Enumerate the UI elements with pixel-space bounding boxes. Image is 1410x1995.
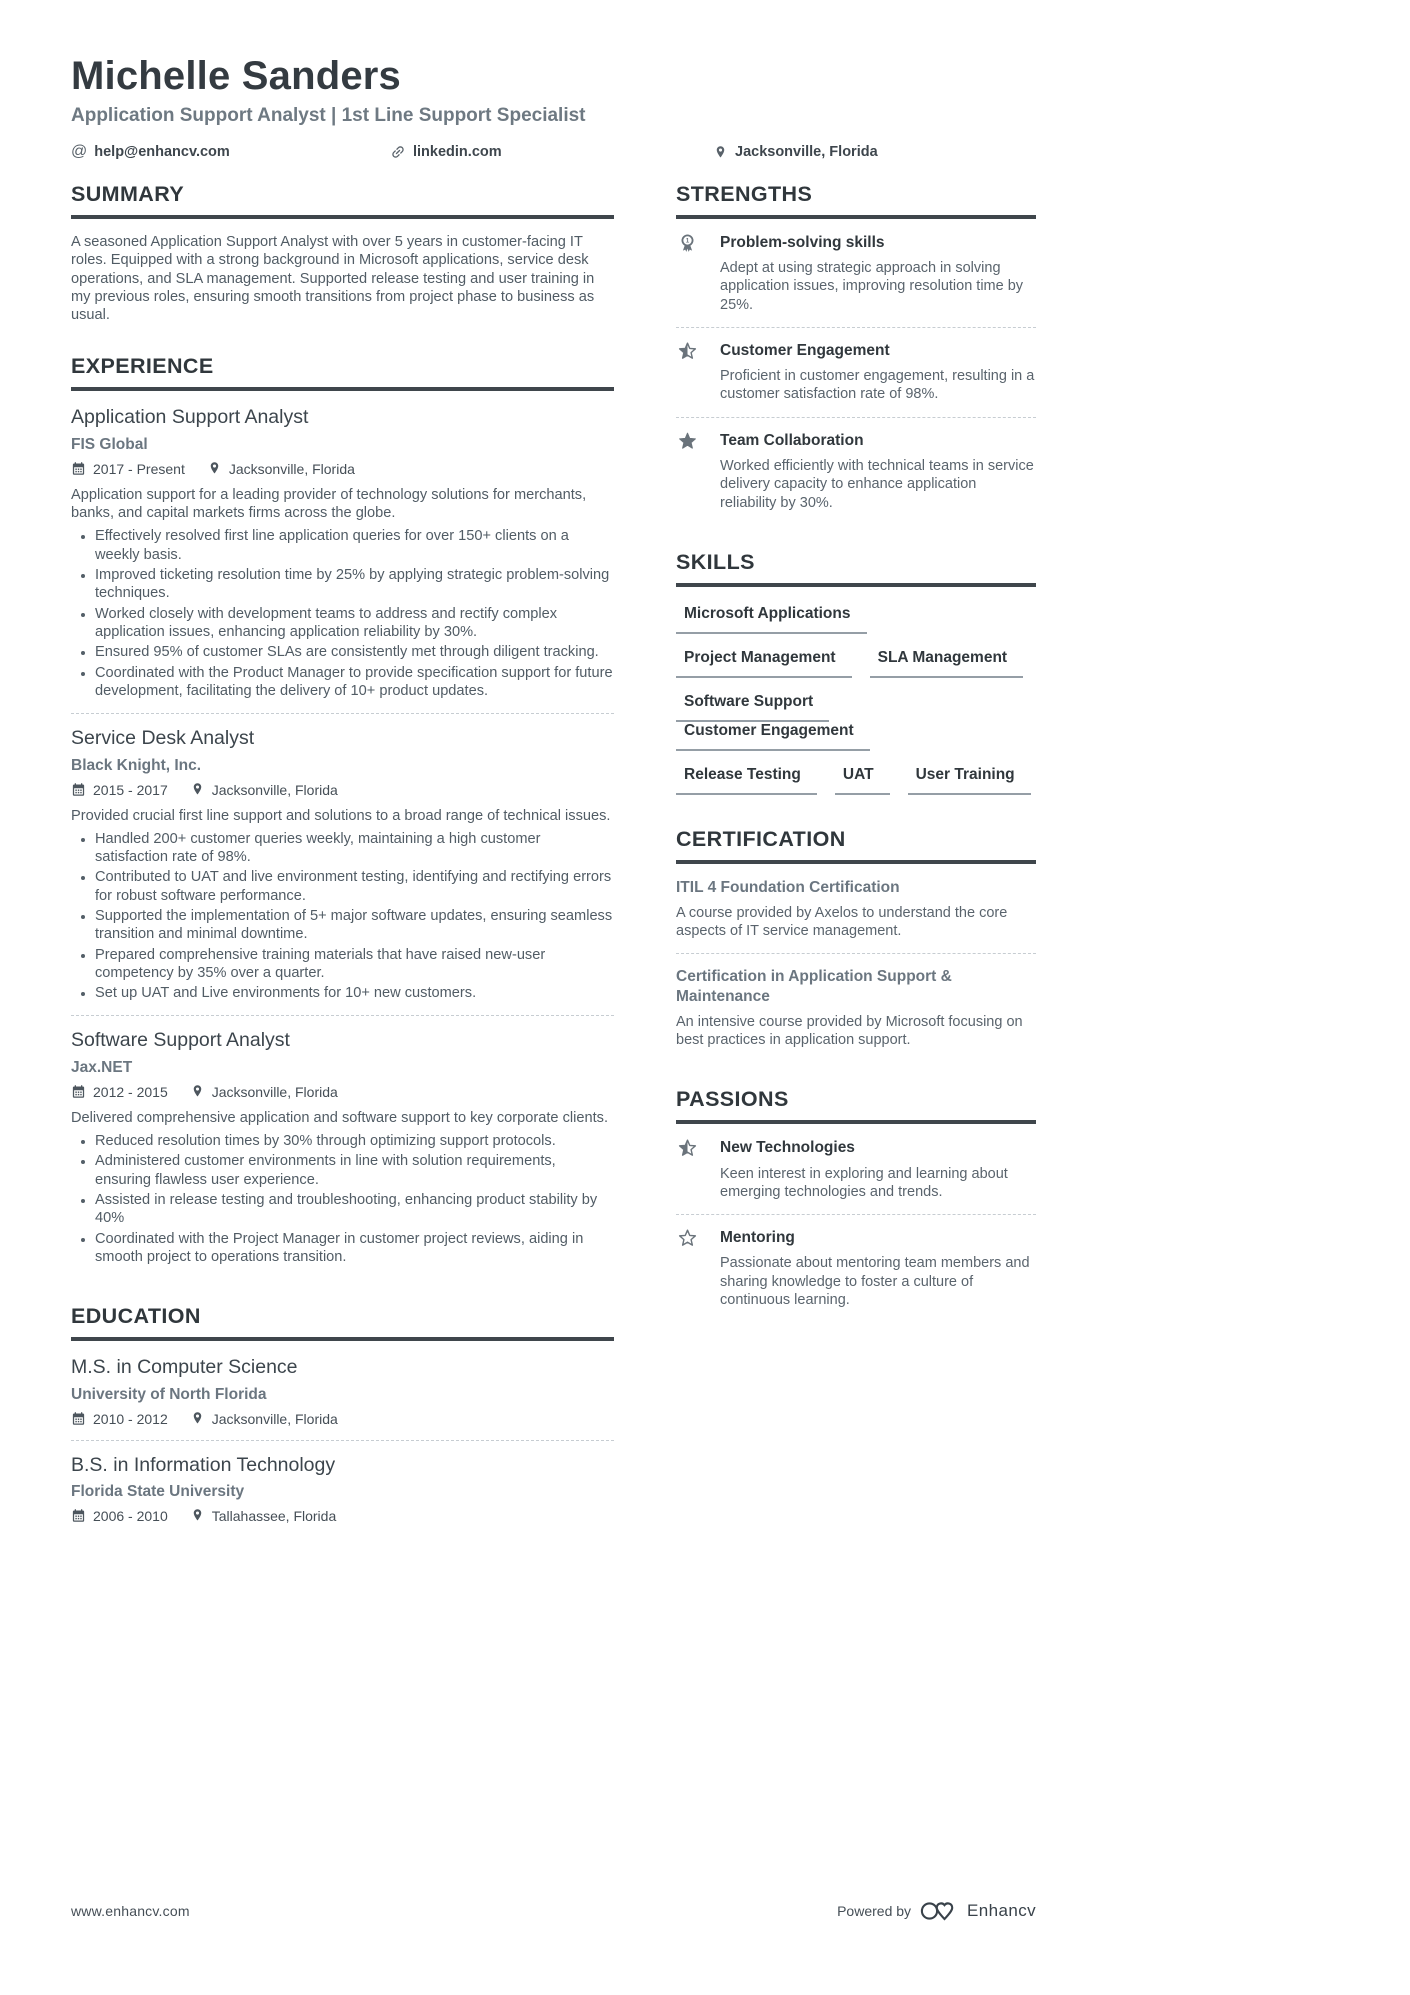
passion-text: Keen interest in exploring and learning about emerging technologies and trends. [720,1165,1008,1200]
passion-text: Passionate about mentoring team members and sharing knowledge to foster a culture of continuous learning. [720,1255,1030,1308]
job-dates-text: 2015 - 2017 [93,781,168,798]
location-pin-icon [190,782,205,797]
skill-row [676,693,1036,751]
skill-tag: UAT [835,766,890,795]
passion-title: Mentoring [720,1229,795,1247]
contact-email-text: help@enhancv.com [94,144,230,160]
education-location [190,1411,338,1427]
passions-section [676,1087,1036,1309]
certification-heading: CERTIFICATION [676,827,1036,864]
job-location-text: Jacksonville, Florida [211,781,338,798]
job-description: Delivered comprehensive application and software support to key corporate clients. [71,1109,609,1126]
job-dates [71,461,185,477]
bullet-item: • Prepared comprehensive training materials that have raised new-user competency by 35% over a quarter. [95,946,614,983]
star-outline-icon [676,1227,700,1255]
job-location [190,1084,338,1100]
bullet-item: • Contributed to UAT and live environment testing, identifying and rectifying errors for robust software performance. [95,868,614,905]
job-location [190,782,338,798]
certification-title: Certification in Application Support & Maintenance [676,968,952,1006]
job-bullets [71,830,614,1003]
certification-text: An intensive course provided by Microsoft focusing on best practices in application support. [676,1013,1023,1049]
school-name: University of North Florida [71,1385,267,1403]
candidate-headline: Application Support Analyst | 1st Line Support Specialist [71,105,586,126]
education-location [190,1508,337,1524]
bullet-item: • Effectively resolved first line application queries for over 150+ clients on a weekly basis. [95,527,614,564]
location-pin-icon [207,461,222,476]
item-divider [676,327,1036,328]
education-meta [71,1411,614,1427]
job-dates [71,782,168,798]
entry-divider [71,1440,614,1441]
bullet-item: • Supported the implementation of 5+ major software updates, ensuring seamless transition and minimal downtime. [95,907,614,944]
job-entry [71,1028,614,1266]
degree-title: M.S. in Computer Science [71,1356,298,1379]
contact-email[interactable] [71,144,390,160]
job-meta [71,461,614,477]
bullet-item: • Coordinated with the Project Manager in customer project reviews, aiding in smooth project to operations transition. [95,1230,614,1267]
location-pin-icon [190,1411,205,1426]
bullet-item: • Coordinated with the Product Manager to provide specification support for future development, facilitating the delivery of 10+ product updates. [95,664,614,701]
job-description: Application support for a leading provider of technology solutions for merchants, banks, and capital markets firms across the globe. [71,486,587,522]
job-bullets [71,1132,614,1266]
certification-text: A course provided by Axelos to understand the core aspects of IT service management. [676,904,1008,939]
skills-heading: SKILLS [676,550,1036,587]
job-location-text: Jacksonville, Florida [228,460,355,477]
education-section [71,1304,614,1524]
certification-title: ITIL 4 Foundation Certification [676,878,900,896]
job-location-text: Jacksonville, Florida [211,1083,338,1100]
passions-heading: PASSIONS [676,1087,1036,1124]
degree-title: B.S. in Information Technology [71,1453,336,1476]
job-description: Provided crucial first line support and solutions to a broad range of technical issues. [71,807,611,824]
star-filled-icon [676,430,700,458]
job-meta [71,1084,614,1100]
job-title: Service Desk Analyst [71,727,255,750]
skills-section [676,550,1036,795]
skill-row [676,649,1036,678]
item-divider [676,953,1036,954]
item-divider [676,417,1036,418]
location-pin-icon [190,1084,205,1099]
strength-item [676,233,1036,314]
job-title: Software Support Analyst [71,1029,290,1052]
education-entry [71,1355,614,1426]
job-location [207,461,355,477]
job-entry [71,726,614,1002]
education-dates [71,1411,168,1427]
skill-tag: Software Support [676,693,829,722]
school-name: Florida State University [71,1482,245,1500]
education-dates-text: 2006 - 2010 [93,1507,168,1524]
link-icon [387,141,410,164]
at-icon: @ [71,143,88,160]
education-meta [71,1508,614,1524]
certification-item [676,967,1036,1049]
strength-title: Team Collaboration [720,431,864,449]
passion-item [676,1228,1036,1309]
strength-title: Customer Engagement [720,342,890,360]
bullet-item: • Administered customer environments in line with solution requirements, ensuring flawless user experience. [95,1152,614,1189]
calendar-icon [71,782,86,797]
star-half-icon [676,340,700,368]
job-bullets [71,527,614,700]
summary-text: A seasoned Application Support Analyst with over 5 years in customer-facing IT roles. Equipped with a strong background in Microsoft applications, service desk operations, and SLA management. Supported release testing and user training in my previous roles, ensuring smooth transitions from project phase to business as usual. [71,234,595,324]
calendar-icon [71,1508,86,1523]
skill-tag: User Training [908,766,1031,795]
calendar-icon [71,461,86,476]
medal-icon [676,232,700,260]
skill-tag: Customer Engagement [676,722,870,751]
strength-title: Problem-solving skills [720,234,885,251]
education-location-text: Jacksonville, Florida [211,1410,338,1427]
bullet-item: • Set up UAT and Live environments for 10+ new customers. [95,984,614,1002]
strengths-section [676,182,1036,512]
candidate-name: Michelle Sanders [71,54,401,98]
item-divider [676,1214,1036,1215]
passion-title: New Technologies [720,1139,855,1157]
strength-text: Worked efficiently with technical teams in service delivery capacity to enhance application reliability by 30%. [720,457,1034,511]
powered-by-label: Powered by [837,1903,912,1919]
entry-divider [71,713,614,714]
education-heading: EDUCATION [71,1304,614,1341]
job-company: Black Knight, Inc. [71,756,202,774]
passion-item [676,1138,1036,1201]
powered-by-enhancv[interactable] [837,1899,1036,1923]
bullet-item: • Assisted in release testing and troubleshooting, enhancing product stability by 40% [95,1191,614,1228]
education-entry [71,1453,614,1524]
bullet-item: • Ensured 95% of customer SLAs are consistently met through diligent tracking. [95,643,614,661]
education-location-text: Tallahassee, Florida [211,1507,337,1524]
page-footer [71,1899,1036,1995]
certification-section [676,827,1036,1050]
bullet-item: • Handled 200+ customer queries weekly, maintaining a high customer satisfaction rate of 98%. [95,830,614,867]
entry-divider [71,1015,614,1016]
job-meta [71,782,614,798]
skill-tag: Project Management [676,649,852,678]
contact-row [71,144,1036,160]
footer-site-link[interactable]: www.enhancv.com [71,1903,190,1919]
enhancv-logo-icon [920,1899,958,1923]
skill-tag: SLA Management [870,649,1023,678]
summary-section [71,182,614,324]
contact-location [713,144,1036,160]
job-dates [71,1084,168,1100]
svg-text:1: 1 [685,237,690,245]
skill-row [676,766,1036,795]
strengths-heading: STRENGTHS [676,182,1036,219]
strength-text: Adept at using strategic approach in solving application issues, improving resolution time by 25%. [720,260,1024,313]
enhancv-wordmark: Enhancv [967,1901,1036,1920]
education-dates-text: 2010 - 2012 [93,1410,168,1427]
job-dates-text: 2012 - 2015 [93,1083,168,1100]
experience-heading: EXPERIENCE [71,354,614,391]
star-half-icon [676,1137,700,1165]
resume-header [71,54,1036,160]
skill-row [676,605,1036,634]
bullet-item: • Worked closely with development teams to address and rectify complex application issues, enhancing application reliability by 30%. [95,605,614,642]
bullet-item: • Improved ticketing resolution time by 25% by applying strategic problem-solving techniques. [95,566,614,603]
skill-tag: Microsoft Applications [676,605,867,634]
contact-linkedin[interactable] [390,144,713,160]
job-title: Application Support Analyst [71,406,309,429]
calendar-icon [71,1084,86,1099]
job-company: Jax.NET [71,1058,133,1076]
contact-location-text: Jacksonville, Florida [735,144,878,160]
job-dates-text: 2017 - Present [93,460,185,477]
experience-section [71,354,614,1266]
certification-item [676,878,1036,940]
job-entry [71,405,614,700]
calendar-icon [71,1411,86,1426]
job-company: FIS Global [71,435,148,453]
strength-text: Proficient in customer engagement, resulting in a customer satisfaction rate of 98%. [720,368,1035,403]
location-pin-icon [713,145,728,160]
summary-heading: SUMMARY [71,182,614,219]
skill-tag: Release Testing [676,766,817,795]
location-pin-icon [190,1508,205,1523]
contact-linkedin-text: linkedin.com [413,144,502,160]
bullet-item: • Reduced resolution times by 30% through optimizing support protocols. [95,1132,614,1150]
strength-item [676,431,1036,512]
strength-item [676,341,1036,404]
education-dates [71,1508,168,1524]
